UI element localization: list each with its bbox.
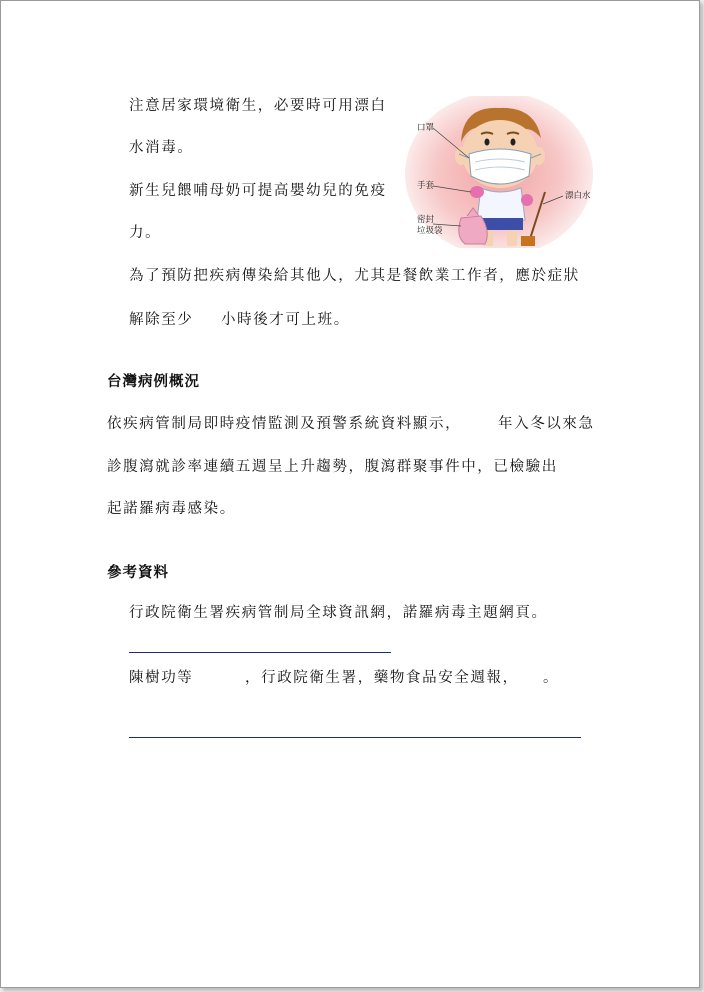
label-gloves: 手套 — [417, 181, 435, 191]
taiwan-line1b: 年入冬以來急 — [498, 416, 595, 432]
hygiene-illustration — [403, 96, 595, 248]
tip-food-workers-line2b: 小時後才可上班。 — [221, 312, 350, 328]
tip-breastfeeding-line2: 力。 — [129, 225, 162, 241]
label-mask: 口罩 — [417, 123, 435, 133]
reference-2-end: 。 — [543, 670, 560, 686]
taiwan-heading: 台灣病例概況 — [107, 374, 200, 390]
tip-breastfeeding-line1: 新生兒餵哺母奶可提高嬰幼兒的免疫 — [129, 183, 387, 199]
references-heading: 參考資料 — [107, 565, 169, 581]
reference-2-source: ，行政院衛生署，藥物食品安全週報， — [245, 670, 519, 686]
label-bag-line1: 密封 — [417, 215, 435, 225]
taiwan-line2: 診腹瀉就診率連續五週呈上升趨勢，腹瀉群聚事件中，已檢驗出 — [107, 459, 558, 475]
tip-bleach-line1: 注意居家環境衛生，必要時可用漂白 — [129, 98, 387, 114]
tip-food-workers-line2a: 解除至少 — [129, 312, 194, 328]
reference-2-link[interactable] — [129, 737, 581, 738]
taiwan-line1a: 依疾病管制局即時疫情監測及預警系統資料顯示， — [107, 416, 462, 432]
label-bleach: 漂白水 — [565, 191, 591, 201]
reference-1: 行政院衛生署疾病管制局全球資訊網，諾羅病毒主題網頁。 — [129, 605, 548, 621]
reference-2-authors: 陳樹功等 — [129, 670, 194, 686]
tip-bleach-line2: 水消毒。 — [129, 140, 194, 156]
taiwan-line3: 起諾羅病毒感染。 — [107, 501, 236, 517]
label-bag-line2: 垃圾袋 — [417, 226, 443, 236]
tip-food-workers-line1: 為了預防把疾病傳染給其他人，尤其是餐飲業工作者，應於症狀 — [129, 268, 580, 284]
reference-1-link[interactable] — [129, 652, 391, 653]
